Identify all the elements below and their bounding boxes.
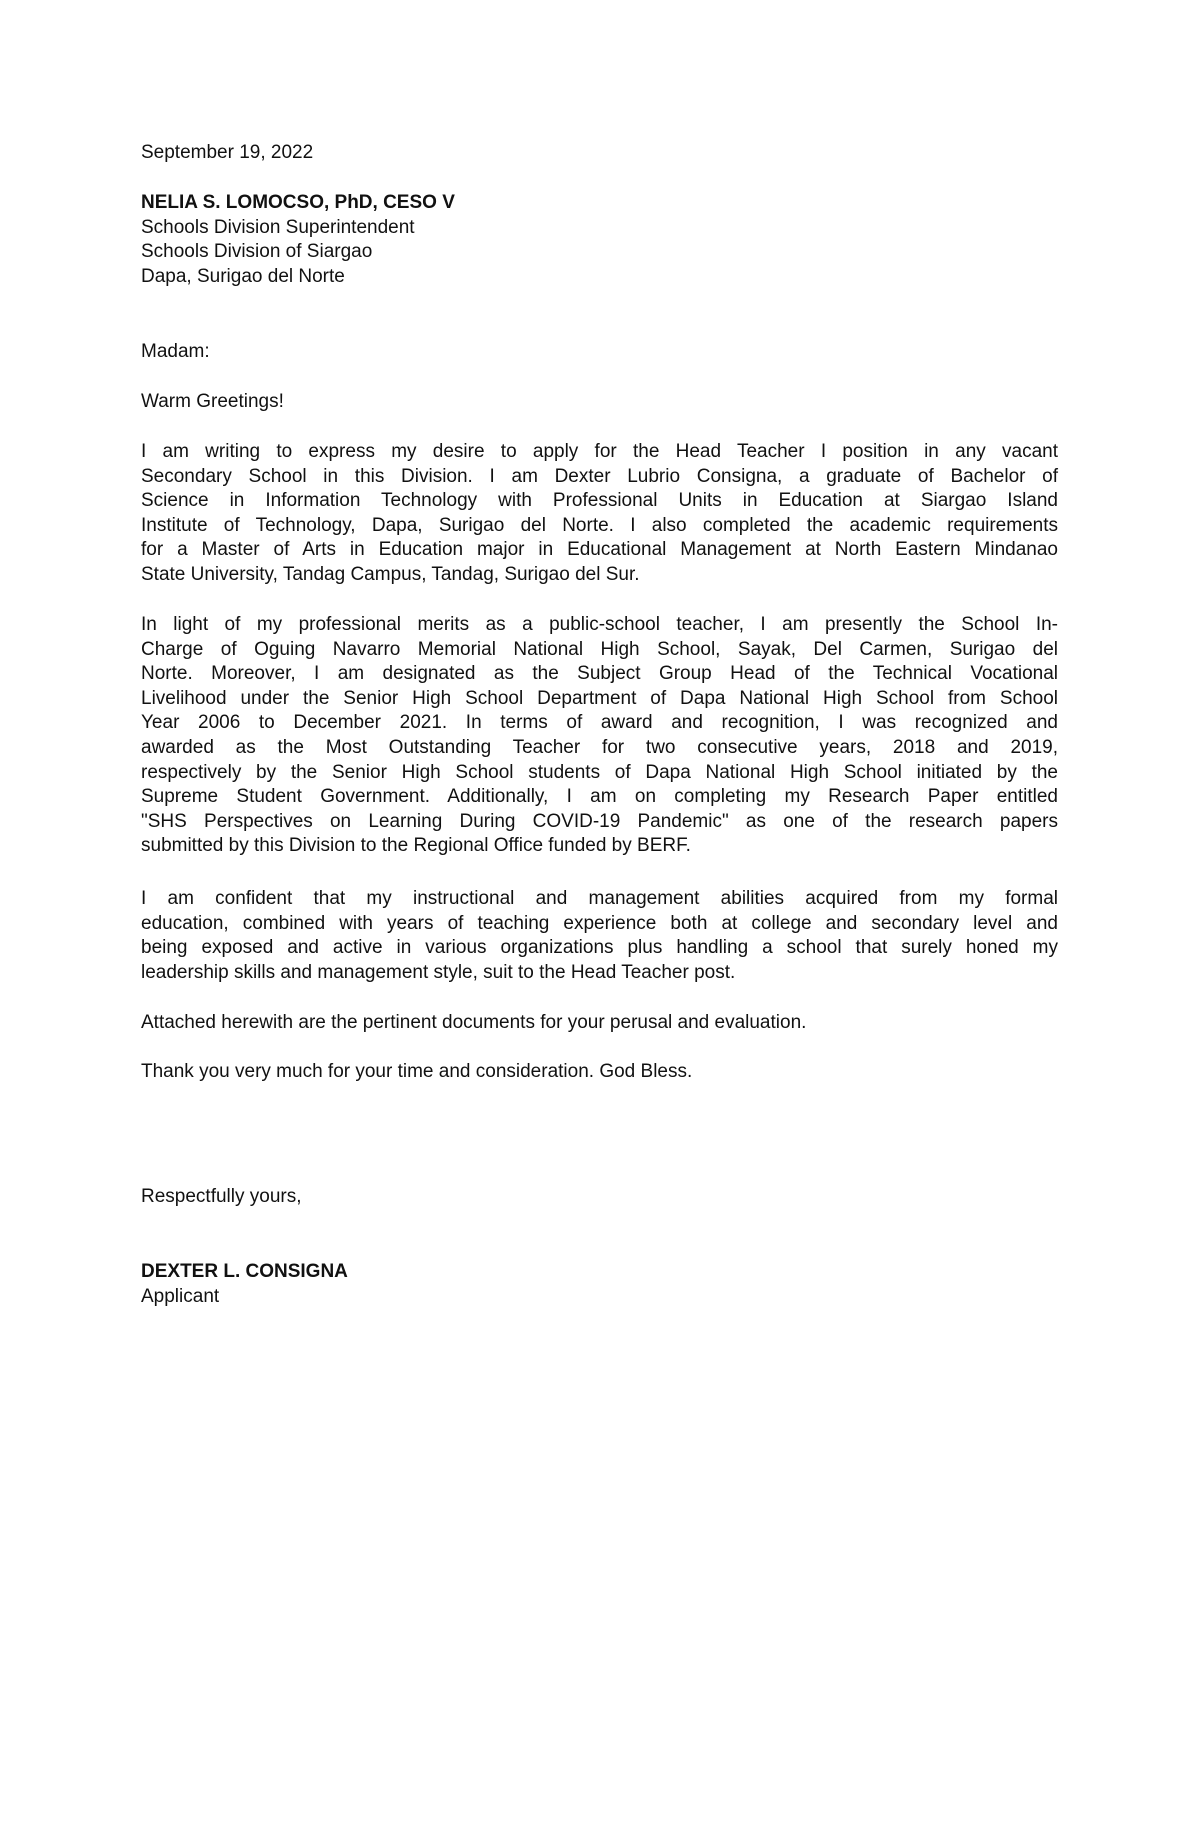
paragraph-line: I am confident that my instructional and management abilities acquired from my formal — [141, 888, 1058, 909]
closing — [141, 1185, 1058, 1210]
signer-name: DEXTER L. CONSIGNA — [141, 1261, 348, 1282]
date-text: September 19, 2022 — [141, 142, 314, 163]
paragraph-3 — [141, 887, 1058, 985]
paragraph-line: Science in Information Technology with Professional Units in Education at Siargao Island — [141, 490, 1058, 512]
paragraph-line: being exposed and active in various organizations plus handling a school that surely honed my — [141, 937, 1058, 959]
salutation-text: Madam: — [141, 341, 210, 362]
paragraph-line: Supreme Student Government. Additionally, I am on completing my Research Paper entitled — [141, 786, 1058, 808]
closing-text: Respectfully yours, — [141, 1186, 302, 1207]
paragraph-line: Year 2006 to December 2021. In terms of award and recognition, I was recognized and — [141, 712, 1058, 734]
paragraph-line: Attached herewith are the pertinent documents for your perusal and evaluation. — [141, 1012, 807, 1033]
letter-date — [141, 141, 1058, 166]
paragraph-line: State University, Tandag Campus, Tandag, Surigao del Sur. — [141, 563, 640, 585]
paragraph-1 — [141, 440, 1058, 588]
recipient-address: Dapa, Surigao del Norte — [141, 265, 345, 287]
paragraph-line: "SHS Perspectives on Learning During COVID-19 Pandemic" as one of the research papers — [141, 810, 1058, 832]
paragraph-2 — [141, 613, 1058, 859]
paragraph-line: submitted by this Division to the Regional Office funded by BERF. — [141, 835, 691, 857]
recipient-title: Schools Division Superintendent — [141, 216, 415, 238]
recipient-office: Schools Division of Siargao — [141, 241, 373, 263]
paragraph-line: awarded as the Most Outstanding Teacher for two consecutive years, 2018 and 2019, — [141, 736, 1058, 758]
paragraph-line: In light of my professional merits as a public-school teacher, I am presently the School In- — [141, 614, 1058, 635]
paragraph-5 — [141, 1060, 1058, 1085]
paragraph-line: Charge of Oguing Navarro Memorial National High School, Sayak, Del Carmen, Surigao del — [141, 638, 1058, 660]
greeting-text: Warm Greetings! — [141, 391, 284, 412]
paragraph-line: leadership skills and management style, suit to the Head Teacher post. — [141, 961, 736, 983]
recipient-block — [141, 191, 1058, 289]
paragraph-line: I am writing to express my desire to apply for the Head Teacher I position in any vacant — [141, 441, 1058, 462]
paragraph-line: Livelihood under the Senior High School Department of Dapa National High School from School — [141, 687, 1058, 709]
paragraph-line: Norte. Moreover, I am designated as the Subject Group Head of the Technical Vocational — [141, 663, 1058, 685]
paragraph-line: education, combined with years of teaching experience both at college and secondary level and — [141, 912, 1058, 934]
signature-block — [141, 1260, 1058, 1309]
paragraph-line: for a Master of Arts in Education major in Educational Management at North Eastern Mindanao — [141, 539, 1058, 561]
recipient-name: NELIA S. LOMOCSO, PhD, CESO V — [141, 192, 455, 213]
paragraph-4 — [141, 1011, 1058, 1036]
paragraph-line: Institute of Technology, Dapa, Surigao del Norte. I also completed the academic requirements — [141, 514, 1058, 536]
salutation — [141, 340, 1058, 365]
paragraph-line: respectively by the Senior High School students of Dapa National High School initiated by the — [141, 761, 1058, 783]
paragraph-line: Thank you very much for your time and consideration. God Bless. — [141, 1061, 693, 1082]
signer-title: Applicant — [141, 1285, 220, 1307]
greeting — [141, 390, 1058, 415]
paragraph-line: Secondary School in this Division. I am Dexter Lubrio Consigna, a graduate of Bachelor of — [141, 465, 1058, 487]
